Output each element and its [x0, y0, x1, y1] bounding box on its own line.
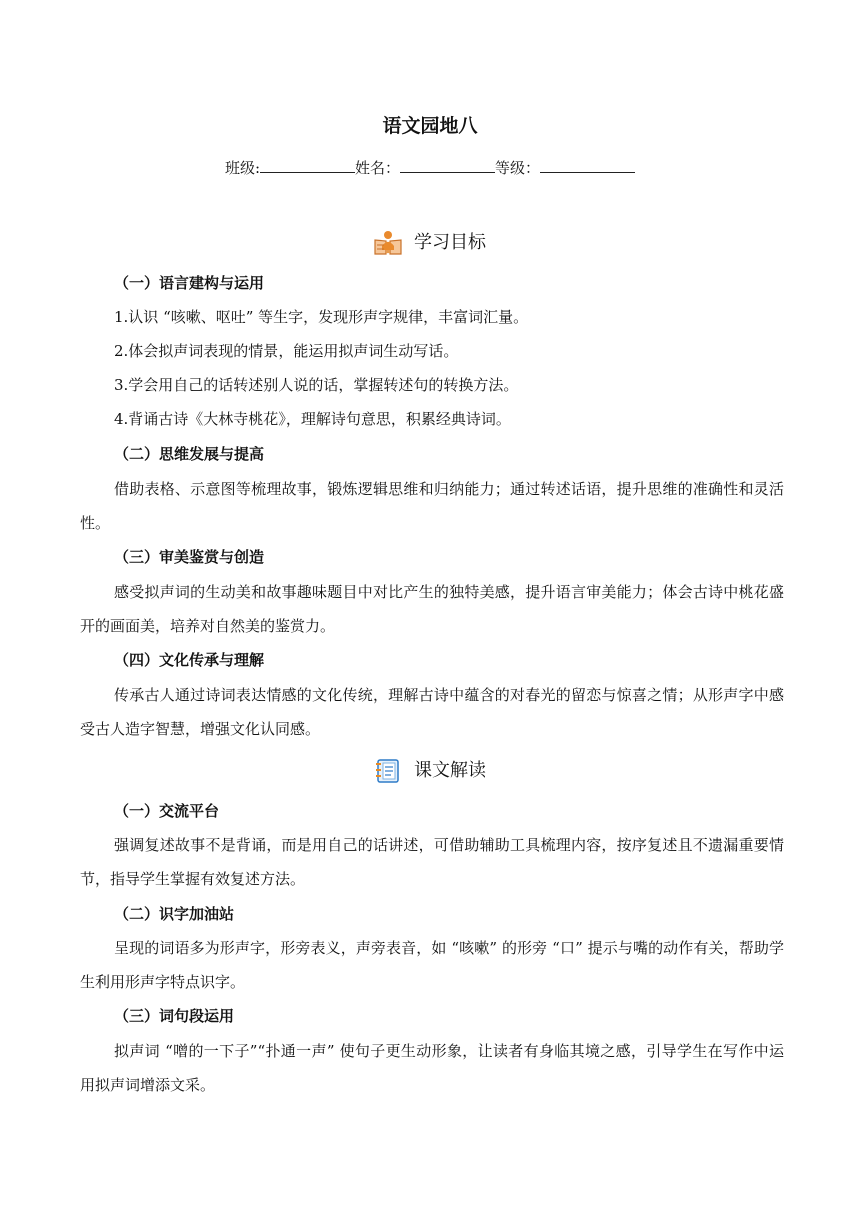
subsection-title: （三）词句段运用: [114, 1007, 235, 1025]
paragraph: 感受拟声词的生动美和故事趣味题目中对比产生的独特美感，提升语言审美能力；体会古诗中桃花盛开的画面美，培养对自然美的鉴赏力。: [80, 583, 784, 635]
goal-item: 3.学会用自己的话转述别人说的话，掌握转述句的转换方法。: [114, 376, 519, 394]
paragraph: 呈现的词语多为形声字，形旁表义，声旁表音，如 “咳嗽” 的形旁 “口” 提示与嘴的动作有关，帮助学生利用形声字特点识字。: [80, 939, 784, 991]
book-reader-icon: [374, 230, 402, 256]
grade-blank: [540, 158, 635, 173]
student-info-line: [0, 156, 860, 180]
goal-item: 2.体会拟声词表现的情景，能运用拟声词生动写话。: [114, 342, 459, 360]
section-heading-reading: [0, 758, 860, 784]
name-label: 姓名：: [355, 159, 401, 177]
subsection-title: （二）思维发展与提高: [114, 445, 265, 463]
paragraph: 强调复述故事不是背诵，而是用自己的话讲述，可借助辅助工具梳理内容，按序复述且不遗漏重要情节，指导学生掌握有效复述方法。: [80, 836, 784, 888]
subsection-title: （四）文化传承与理解: [114, 651, 265, 669]
subsection-title: （二）识字加油站: [114, 905, 235, 923]
goal-item: 1.认识 “咳嗽、呕吐” 等生字，发现形声字规律，丰富词汇量。: [114, 308, 529, 326]
class-label: 班级:: [224, 159, 261, 177]
notebook-icon: [374, 758, 402, 784]
name-blank: [400, 158, 495, 173]
page-title: 语文园地八: [382, 115, 478, 137]
goal-item: 4.背诵古诗《大林寺桃花》，理解诗句意思，积累经典诗词。: [114, 410, 511, 428]
grade-label: 等级：: [495, 159, 541, 177]
class-blank: [260, 158, 355, 173]
section-heading-goals: [0, 230, 860, 256]
paragraph: 借助表格、示意图等梳理故事，锻炼逻辑思维和归纳能力；通过转述话语，提升思维的准确性和灵活性。: [80, 480, 784, 532]
section-heading-text: 课文解读: [414, 760, 486, 781]
subsection-title: （一）语言建构与运用: [114, 274, 265, 292]
paragraph: 拟声词 “噌的一下子”“扑通一声” 使句子更生动形象，让读者有身临其境之感，引导学生在写作中运用拟声词增添文采。: [80, 1042, 784, 1094]
subsection-title: （一）交流平台: [114, 802, 220, 820]
paragraph: 传承古人通过诗词表达情感的文化传统，理解古诗中蕴含的对春光的留恋与惊喜之情；从形声字中感受古人造字智慧，增强文化认同感。: [80, 686, 784, 738]
subsection-title: （三）审美鉴赏与创造: [114, 548, 265, 566]
section-heading-text: 学习目标: [414, 232, 486, 253]
